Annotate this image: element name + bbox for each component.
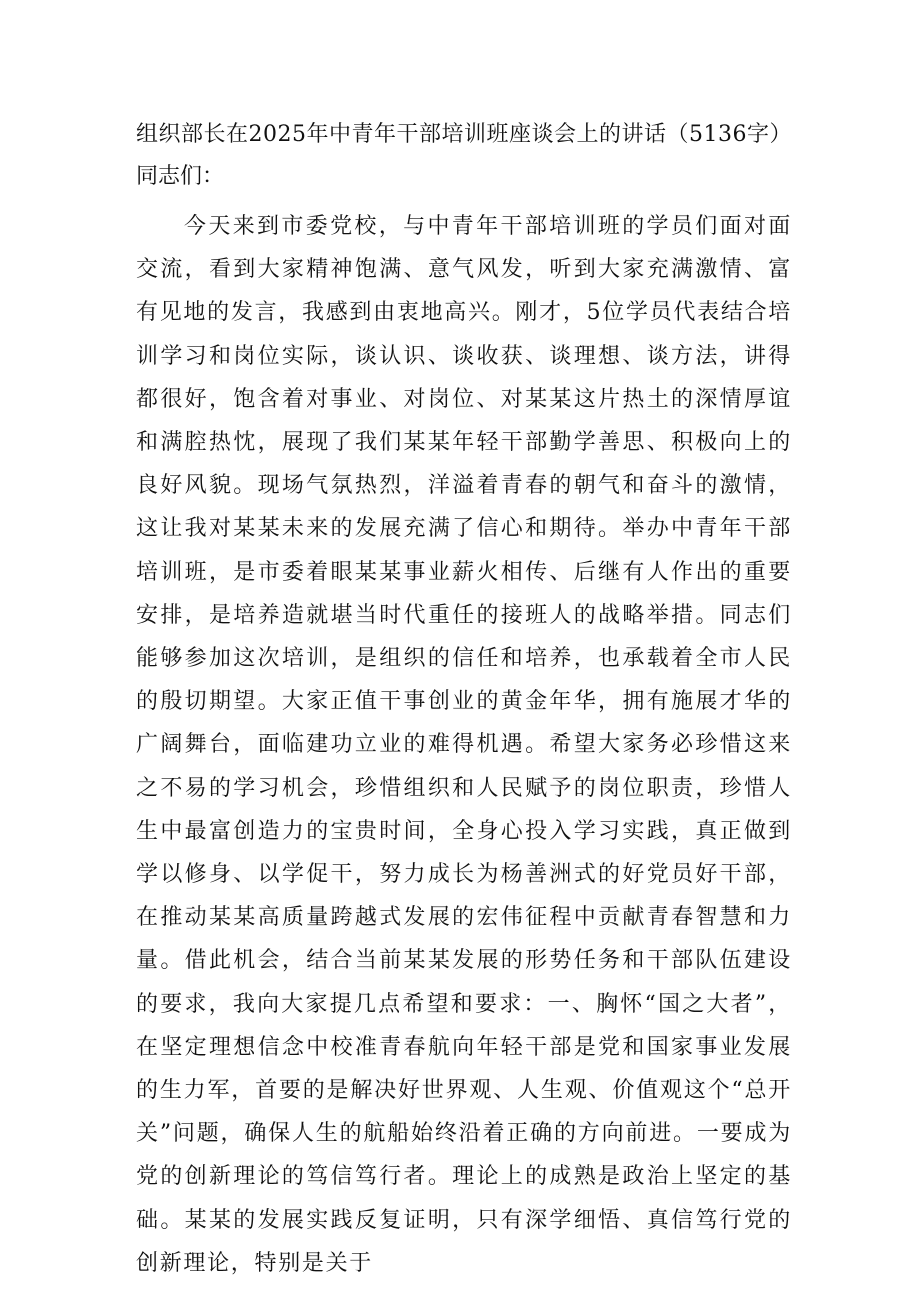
body-paragraph: 今天来到市委党校，与中青年干部培训班的学员们面对面交流，看到大家精神饱满、意气风发，听到大家充满激情、富有见地的发言，我感到由衷地高兴。刚才，5位学员代表结合培训学习和岗位实际，谈认识、谈收获、谈理想、谈方法，讲得都很好，饱含着对事业、对岗位、对某某这片热土的深情厚谊和满腔热忱，展现了我们某某年轻干部勤学善思、积极向上的良好风貌。现场气氛热烈，洋溢着青春的朝气和奋斗的激情，这让我对某某未来的发展充满了信心和期待。举办中青年干部培训班，是市委着眼某某事业薪火相传、后继有人作出的重要安排，是培养造就堪当时代重任的接班人的战略举措。同志们能够参加这次培训，是组织的信任和培养，也承载着全市人民的殷切期望。大家正值干事创业的黄金年华，拥有施展才华的广阔舞台，面临建功立业的难得机遇。希望大家务必珍惜这来之不易的学习机会，珍惜组织和人民赋予的岗位职责，珍惜人生中最富创造力的宝贵时间，全身心投入学习实践，真正做到学以修身、以学促干，努力成长为杨善洲式的好党员好干部，在推动某某高质量跨越式发展的宏伟征程中贡献青春智慧和力量。借此机会，结合当前某某发展的形势任务和干部队伍建设的要求，我向大家提几点希望和要求：一、胸怀“国之大者”，在坚定理想信念中校准青春航向年轻干部是党和国家事业发展的生力军，首要的是解决好世界观、人生观、价值观这个“总开关”问题，确保人生的航船始终沿着正确的方向前进。一要成为党的创新理论的笃信笃行者。理论上的成熟是政治上坚定的基础。某某的发展实践反复证明，只有深学细悟、真信笃行党的创新理论，特别是关于	[136, 214, 792, 1276]
salutation: 同志们：	[136, 164, 225, 189]
document-title: 组织部长在2025年中青年干部培训班座谈会上的讲话（5136字）	[136, 122, 792, 147]
